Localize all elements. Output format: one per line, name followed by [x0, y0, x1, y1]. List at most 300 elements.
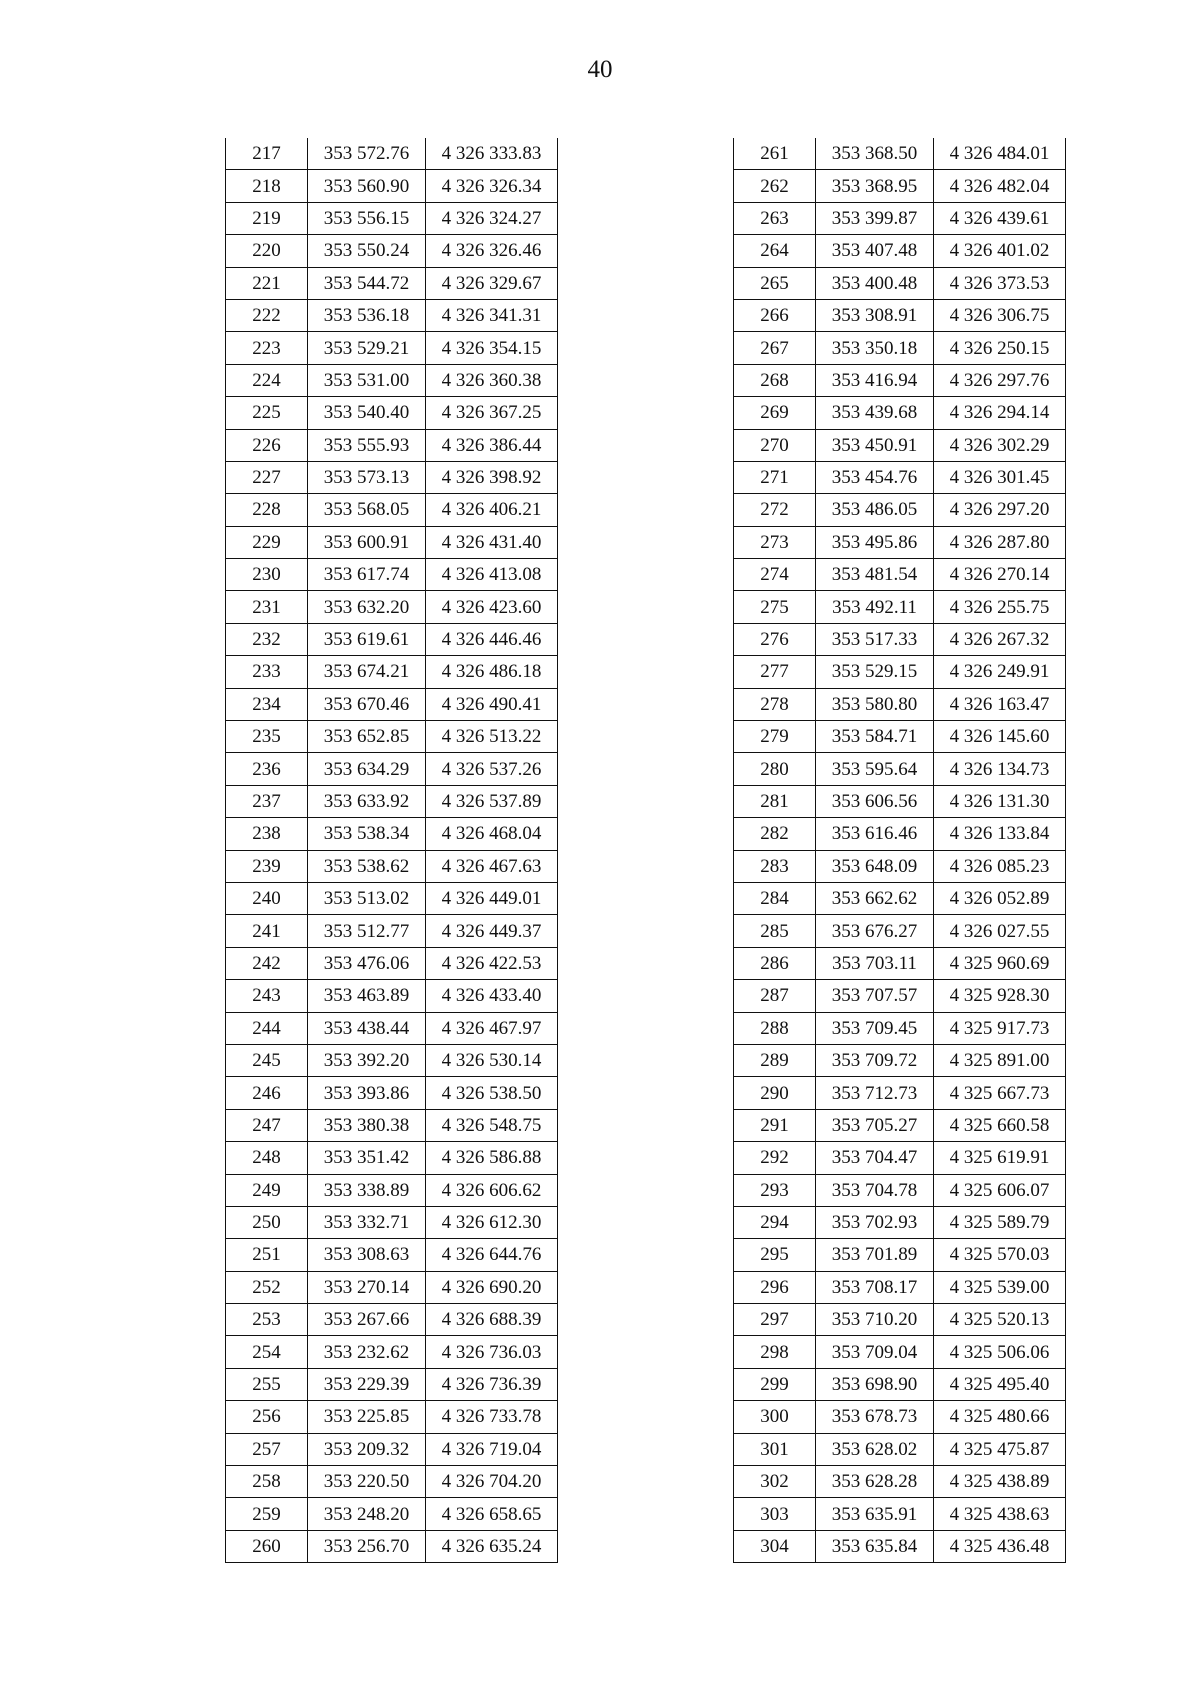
- x-coordinate-cell: 353 556.15: [308, 202, 426, 234]
- y-coordinate-cell: 4 326 433.40: [426, 980, 558, 1012]
- table-row: [226, 1239, 558, 1271]
- x-coordinate-cell: 353 393.86: [308, 1077, 426, 1109]
- x-coordinate-cell: 353 512.77: [308, 915, 426, 947]
- y-coordinate-cell: 4 326 297.20: [934, 494, 1066, 526]
- table-row: [734, 721, 1066, 753]
- point-number-cell: 275: [734, 591, 816, 623]
- point-number-cell: 291: [734, 1109, 816, 1141]
- x-coordinate-cell: 353 584.71: [816, 721, 934, 753]
- page-number: 40: [587, 56, 613, 83]
- point-number-cell: 238: [226, 818, 308, 850]
- x-coordinate-cell: 353 209.32: [308, 1433, 426, 1465]
- table-row: [734, 882, 1066, 914]
- y-coordinate-cell: 4 326 302.29: [934, 429, 1066, 461]
- table-row: [734, 1271, 1066, 1303]
- point-number-cell: 245: [226, 1044, 308, 1076]
- x-coordinate-cell: 353 529.21: [308, 332, 426, 364]
- point-number-cell: 276: [734, 623, 816, 655]
- table-row: [734, 591, 1066, 623]
- x-coordinate-cell: 353 308.91: [816, 299, 934, 331]
- point-number-cell: 288: [734, 1012, 816, 1044]
- point-number-cell: 304: [734, 1530, 816, 1562]
- point-number-cell: 271: [734, 461, 816, 493]
- y-coordinate-cell: 4 325 619.91: [934, 1142, 1066, 1174]
- y-coordinate-cell: 4 326 513.22: [426, 721, 558, 753]
- y-coordinate-cell: 4 326 486.18: [426, 656, 558, 688]
- y-coordinate-cell: 4 326 398.92: [426, 461, 558, 493]
- y-coordinate-cell: 4 326 449.37: [426, 915, 558, 947]
- table-row: [734, 397, 1066, 429]
- y-coordinate-cell: 4 326 249.91: [934, 656, 1066, 688]
- point-number-cell: 261: [734, 138, 816, 170]
- table-row: [734, 1109, 1066, 1141]
- table-row: [226, 980, 558, 1012]
- y-coordinate-cell: 4 326 163.47: [934, 688, 1066, 720]
- table-row: [734, 850, 1066, 882]
- table-row: [734, 559, 1066, 591]
- point-number-cell: 231: [226, 591, 308, 623]
- y-coordinate-cell: 4 326 333.83: [426, 138, 558, 170]
- y-coordinate-cell: 4 326 250.15: [934, 332, 1066, 364]
- table-row: [734, 1368, 1066, 1400]
- point-number-cell: 222: [226, 299, 308, 331]
- y-coordinate-cell: 4 325 589.79: [934, 1206, 1066, 1238]
- x-coordinate-cell: 353 710.20: [816, 1304, 934, 1336]
- x-coordinate-cell: 353 380.38: [308, 1109, 426, 1141]
- coordinates-table-left: [225, 138, 558, 1563]
- point-number-cell: 225: [226, 397, 308, 429]
- y-coordinate-cell: 4 325 506.06: [934, 1336, 1066, 1368]
- table-row: [734, 1336, 1066, 1368]
- y-coordinate-cell: 4 325 667.73: [934, 1077, 1066, 1109]
- y-coordinate-cell: 4 326 297.76: [934, 364, 1066, 396]
- x-coordinate-cell: 353 678.73: [816, 1401, 934, 1433]
- point-number-cell: 302: [734, 1466, 816, 1498]
- point-number-cell: 298: [734, 1336, 816, 1368]
- point-number-cell: 273: [734, 526, 816, 558]
- point-number-cell: 263: [734, 202, 816, 234]
- x-coordinate-cell: 353 704.47: [816, 1142, 934, 1174]
- point-number-cell: 299: [734, 1368, 816, 1400]
- table-row: [226, 947, 558, 979]
- table-row: [226, 915, 558, 947]
- point-number-cell: 217: [226, 138, 308, 170]
- y-coordinate-cell: 4 326 658.65: [426, 1498, 558, 1530]
- point-number-cell: 285: [734, 915, 816, 947]
- point-number-cell: 236: [226, 753, 308, 785]
- y-coordinate-cell: 4 326 644.76: [426, 1239, 558, 1271]
- table-row: [734, 267, 1066, 299]
- y-coordinate-cell: 4 326 490.41: [426, 688, 558, 720]
- y-coordinate-cell: 4 326 530.14: [426, 1044, 558, 1076]
- table-row: [734, 1304, 1066, 1336]
- x-coordinate-cell: 353 531.00: [308, 364, 426, 396]
- table-row: [226, 753, 558, 785]
- point-number-cell: 282: [734, 818, 816, 850]
- x-coordinate-cell: 353 705.27: [816, 1109, 934, 1141]
- y-coordinate-cell: 4 326 360.38: [426, 364, 558, 396]
- point-number-cell: 266: [734, 299, 816, 331]
- y-coordinate-cell: 4 326 413.08: [426, 559, 558, 591]
- point-number-cell: 221: [226, 267, 308, 299]
- x-coordinate-cell: 353 332.71: [308, 1206, 426, 1238]
- x-coordinate-cell: 353 709.45: [816, 1012, 934, 1044]
- point-number-cell: 287: [734, 980, 816, 1012]
- y-coordinate-cell: 4 326 422.53: [426, 947, 558, 979]
- x-coordinate-cell: 353 704.78: [816, 1174, 934, 1206]
- table-row: [226, 1304, 558, 1336]
- point-number-cell: 253: [226, 1304, 308, 1336]
- table-row: [734, 299, 1066, 331]
- table-row: [734, 461, 1066, 493]
- point-number-cell: 278: [734, 688, 816, 720]
- x-coordinate-cell: 353 652.85: [308, 721, 426, 753]
- point-number-cell: 244: [226, 1012, 308, 1044]
- y-coordinate-cell: 4 326 267.32: [934, 623, 1066, 655]
- y-coordinate-cell: 4 325 660.58: [934, 1109, 1066, 1141]
- table-row: [226, 397, 558, 429]
- point-number-cell: 286: [734, 947, 816, 979]
- table-row: [734, 623, 1066, 655]
- point-number-cell: 234: [226, 688, 308, 720]
- table-row: [226, 1466, 558, 1498]
- table-row: [226, 138, 558, 170]
- table-row: [226, 1012, 558, 1044]
- table-row: [734, 202, 1066, 234]
- point-number-cell: 290: [734, 1077, 816, 1109]
- x-coordinate-cell: 353 595.64: [816, 753, 934, 785]
- x-coordinate-cell: 353 635.91: [816, 1498, 934, 1530]
- table-row: [226, 1530, 558, 1562]
- x-coordinate-cell: 353 662.62: [816, 882, 934, 914]
- point-number-cell: 283: [734, 850, 816, 882]
- y-coordinate-cell: 4 326 719.04: [426, 1433, 558, 1465]
- point-number-cell: 235: [226, 721, 308, 753]
- table-row: [226, 1077, 558, 1109]
- point-number-cell: 280: [734, 753, 816, 785]
- x-coordinate-cell: 353 463.89: [308, 980, 426, 1012]
- x-coordinate-cell: 353 232.62: [308, 1336, 426, 1368]
- y-coordinate-cell: 4 326 373.53: [934, 267, 1066, 299]
- x-coordinate-cell: 353 495.86: [816, 526, 934, 558]
- x-coordinate-cell: 353 529.15: [816, 656, 934, 688]
- x-coordinate-cell: 353 701.89: [816, 1239, 934, 1271]
- x-coordinate-cell: 353 368.50: [816, 138, 934, 170]
- y-coordinate-cell: 4 326 354.15: [426, 332, 558, 364]
- point-number-cell: 240: [226, 882, 308, 914]
- x-coordinate-cell: 353 707.57: [816, 980, 934, 1012]
- x-coordinate-cell: 353 229.39: [308, 1368, 426, 1400]
- point-number-cell: 233: [226, 656, 308, 688]
- x-coordinate-cell: 353 632.20: [308, 591, 426, 623]
- point-number-cell: 247: [226, 1109, 308, 1141]
- x-coordinate-cell: 353 438.44: [308, 1012, 426, 1044]
- point-number-cell: 237: [226, 785, 308, 817]
- y-coordinate-cell: 4 326 134.73: [934, 753, 1066, 785]
- point-number-cell: 300: [734, 1401, 816, 1433]
- table-row: [734, 138, 1066, 170]
- y-coordinate-cell: 4 326 733.78: [426, 1401, 558, 1433]
- table-row: [226, 267, 558, 299]
- point-number-cell: 279: [734, 721, 816, 753]
- y-coordinate-cell: 4 325 960.69: [934, 947, 1066, 979]
- coordinates-table-body: [226, 138, 558, 1563]
- table-row: [734, 1077, 1066, 1109]
- y-coordinate-cell: 4 325 606.07: [934, 1174, 1066, 1206]
- table-row: [734, 1142, 1066, 1174]
- table-row: [226, 526, 558, 558]
- y-coordinate-cell: 4 326 736.39: [426, 1368, 558, 1400]
- y-coordinate-cell: 4 326 329.67: [426, 267, 558, 299]
- y-coordinate-cell: 4 326 131.30: [934, 785, 1066, 817]
- point-number-cell: 251: [226, 1239, 308, 1271]
- y-coordinate-cell: 4 326 704.20: [426, 1466, 558, 1498]
- y-coordinate-cell: 4 326 468.04: [426, 818, 558, 850]
- point-number-cell: 252: [226, 1271, 308, 1303]
- y-coordinate-cell: 4 325 917.73: [934, 1012, 1066, 1044]
- y-coordinate-cell: 4 326 406.21: [426, 494, 558, 526]
- y-coordinate-cell: 4 326 341.31: [426, 299, 558, 331]
- table-row: [226, 623, 558, 655]
- x-coordinate-cell: 353 572.76: [308, 138, 426, 170]
- table-row: [226, 170, 558, 202]
- x-coordinate-cell: 353 538.62: [308, 850, 426, 882]
- table-row: [226, 364, 558, 396]
- y-coordinate-cell: 4 326 145.60: [934, 721, 1066, 753]
- point-number-cell: 262: [734, 170, 816, 202]
- y-coordinate-cell: 4 326 484.01: [934, 138, 1066, 170]
- x-coordinate-cell: 353 540.40: [308, 397, 426, 429]
- y-coordinate-cell: 4 326 586.88: [426, 1142, 558, 1174]
- x-coordinate-cell: 353 606.56: [816, 785, 934, 817]
- point-number-cell: 268: [734, 364, 816, 396]
- table-row: [734, 1530, 1066, 1562]
- y-coordinate-cell: 4 326 606.62: [426, 1174, 558, 1206]
- table-row: [734, 1206, 1066, 1238]
- point-number-cell: 265: [734, 267, 816, 299]
- point-number-cell: 241: [226, 915, 308, 947]
- point-number-cell: 250: [226, 1206, 308, 1238]
- table-row: [226, 1206, 558, 1238]
- table-row: [734, 526, 1066, 558]
- x-coordinate-cell: 353 634.29: [308, 753, 426, 785]
- table-row: [734, 753, 1066, 785]
- point-number-cell: 232: [226, 623, 308, 655]
- point-number-cell: 242: [226, 947, 308, 979]
- table-row: [226, 882, 558, 914]
- table-row: [734, 1174, 1066, 1206]
- y-coordinate-cell: 4 326 306.75: [934, 299, 1066, 331]
- x-coordinate-cell: 353 267.66: [308, 1304, 426, 1336]
- y-coordinate-cell: 4 326 548.75: [426, 1109, 558, 1141]
- table-row: [226, 1142, 558, 1174]
- x-coordinate-cell: 353 580.80: [816, 688, 934, 720]
- point-number-cell: 289: [734, 1044, 816, 1076]
- point-number-cell: 229: [226, 526, 308, 558]
- x-coordinate-cell: 353 702.93: [816, 1206, 934, 1238]
- x-coordinate-cell: 353 635.84: [816, 1530, 934, 1562]
- point-number-cell: 219: [226, 202, 308, 234]
- x-coordinate-cell: 353 619.61: [308, 623, 426, 655]
- point-number-cell: 257: [226, 1433, 308, 1465]
- point-number-cell: 292: [734, 1142, 816, 1174]
- x-coordinate-cell: 353 220.50: [308, 1466, 426, 1498]
- x-coordinate-cell: 353 670.46: [308, 688, 426, 720]
- x-coordinate-cell: 353 536.18: [308, 299, 426, 331]
- table-row: [226, 1368, 558, 1400]
- y-coordinate-cell: 4 326 688.39: [426, 1304, 558, 1336]
- point-number-cell: 254: [226, 1336, 308, 1368]
- point-number-cell: 269: [734, 397, 816, 429]
- point-number-cell: 274: [734, 559, 816, 591]
- y-coordinate-cell: 4 326 324.27: [426, 202, 558, 234]
- x-coordinate-cell: 353 308.63: [308, 1239, 426, 1271]
- table-row: [734, 1401, 1066, 1433]
- table-row: [226, 1498, 558, 1530]
- y-coordinate-cell: 4 326 085.23: [934, 850, 1066, 882]
- x-coordinate-cell: 353 628.28: [816, 1466, 934, 1498]
- point-number-cell: 259: [226, 1498, 308, 1530]
- y-coordinate-cell: 4 326 287.80: [934, 526, 1066, 558]
- point-number-cell: 293: [734, 1174, 816, 1206]
- point-number-cell: 228: [226, 494, 308, 526]
- x-coordinate-cell: 353 256.70: [308, 1530, 426, 1562]
- x-coordinate-cell: 353 560.90: [308, 170, 426, 202]
- x-coordinate-cell: 353 674.21: [308, 656, 426, 688]
- table-row: [226, 1271, 558, 1303]
- y-coordinate-cell: 4 326 482.04: [934, 170, 1066, 202]
- y-coordinate-cell: 4 325 539.00: [934, 1271, 1066, 1303]
- table-row: [226, 332, 558, 364]
- point-number-cell: 223: [226, 332, 308, 364]
- table-row: [734, 818, 1066, 850]
- table-row: [226, 461, 558, 493]
- point-number-cell: 294: [734, 1206, 816, 1238]
- y-coordinate-cell: 4 325 928.30: [934, 980, 1066, 1012]
- x-coordinate-cell: 353 709.04: [816, 1336, 934, 1368]
- y-coordinate-cell: 4 326 467.63: [426, 850, 558, 882]
- x-coordinate-cell: 353 703.11: [816, 947, 934, 979]
- point-number-cell: 284: [734, 882, 816, 914]
- x-coordinate-cell: 353 573.13: [308, 461, 426, 493]
- y-coordinate-cell: 4 326 052.89: [934, 882, 1066, 914]
- point-number-cell: 256: [226, 1401, 308, 1433]
- y-coordinate-cell: 4 326 294.14: [934, 397, 1066, 429]
- x-coordinate-cell: 353 538.34: [308, 818, 426, 850]
- x-coordinate-cell: 353 708.17: [816, 1271, 934, 1303]
- table-row: [734, 1239, 1066, 1271]
- table-row: [226, 656, 558, 688]
- table-row: [226, 235, 558, 267]
- x-coordinate-cell: 353 698.90: [816, 1368, 934, 1400]
- point-number-cell: 277: [734, 656, 816, 688]
- point-number-cell: 224: [226, 364, 308, 396]
- y-coordinate-cell: 4 326 270.14: [934, 559, 1066, 591]
- point-number-cell: 303: [734, 1498, 816, 1530]
- y-coordinate-cell: 4 326 635.24: [426, 1530, 558, 1562]
- table-row: [226, 1174, 558, 1206]
- y-coordinate-cell: 4 326 301.45: [934, 461, 1066, 493]
- x-coordinate-cell: 353 616.46: [816, 818, 934, 850]
- point-number-cell: 249: [226, 1174, 308, 1206]
- y-coordinate-cell: 4 326 446.46: [426, 623, 558, 655]
- x-coordinate-cell: 353 513.02: [308, 882, 426, 914]
- y-coordinate-cell: 4 325 570.03: [934, 1239, 1066, 1271]
- y-coordinate-cell: 4 326 133.84: [934, 818, 1066, 850]
- x-coordinate-cell: 353 400.48: [816, 267, 934, 299]
- point-number-cell: 264: [734, 235, 816, 267]
- table-row: [226, 721, 558, 753]
- x-coordinate-cell: 353 517.33: [816, 623, 934, 655]
- table-row: [734, 364, 1066, 396]
- x-coordinate-cell: 353 628.02: [816, 1433, 934, 1465]
- table-row: [734, 170, 1066, 202]
- point-number-cell: 248: [226, 1142, 308, 1174]
- point-number-cell: 295: [734, 1239, 816, 1271]
- y-coordinate-cell: 4 326 467.97: [426, 1012, 558, 1044]
- table-row: [734, 785, 1066, 817]
- y-coordinate-cell: 4 326 027.55: [934, 915, 1066, 947]
- y-coordinate-cell: 4 326 431.40: [426, 526, 558, 558]
- y-coordinate-cell: 4 325 495.40: [934, 1368, 1066, 1400]
- x-coordinate-cell: 353 481.54: [816, 559, 934, 591]
- point-number-cell: 227: [226, 461, 308, 493]
- y-coordinate-cell: 4 326 401.02: [934, 235, 1066, 267]
- x-coordinate-cell: 353 709.72: [816, 1044, 934, 1076]
- y-coordinate-cell: 4 326 255.75: [934, 591, 1066, 623]
- x-coordinate-cell: 353 712.73: [816, 1077, 934, 1109]
- x-coordinate-cell: 353 407.48: [816, 235, 934, 267]
- table-row: [226, 785, 558, 817]
- point-number-cell: 296: [734, 1271, 816, 1303]
- y-coordinate-cell: 4 325 438.63: [934, 1498, 1066, 1530]
- y-coordinate-cell: 4 325 475.87: [934, 1433, 1066, 1465]
- table-row: [734, 1498, 1066, 1530]
- point-number-cell: 267: [734, 332, 816, 364]
- y-coordinate-cell: 4 325 480.66: [934, 1401, 1066, 1433]
- table-row: [734, 656, 1066, 688]
- table-row: [226, 1401, 558, 1433]
- table-row: [226, 1433, 558, 1465]
- table-row: [734, 980, 1066, 1012]
- point-number-cell: 258: [226, 1466, 308, 1498]
- point-number-cell: 255: [226, 1368, 308, 1400]
- table-row: [734, 429, 1066, 461]
- point-number-cell: 270: [734, 429, 816, 461]
- y-coordinate-cell: 4 326 439.61: [934, 202, 1066, 234]
- x-coordinate-cell: 353 399.87: [816, 202, 934, 234]
- table-row: [734, 1044, 1066, 1076]
- table-row: [734, 1466, 1066, 1498]
- x-coordinate-cell: 353 351.42: [308, 1142, 426, 1174]
- y-coordinate-cell: 4 326 537.89: [426, 785, 558, 817]
- y-coordinate-cell: 4 325 438.89: [934, 1466, 1066, 1498]
- x-coordinate-cell: 353 248.20: [308, 1498, 426, 1530]
- y-coordinate-cell: 4 325 891.00: [934, 1044, 1066, 1076]
- table-row: [734, 1433, 1066, 1465]
- point-number-cell: 281: [734, 785, 816, 817]
- x-coordinate-cell: 353 555.93: [308, 429, 426, 461]
- x-coordinate-cell: 353 439.68: [816, 397, 934, 429]
- table-row: [226, 591, 558, 623]
- x-coordinate-cell: 353 450.91: [816, 429, 934, 461]
- x-coordinate-cell: 353 648.09: [816, 850, 934, 882]
- table-row: [734, 494, 1066, 526]
- table-row: [734, 332, 1066, 364]
- table-row: [734, 915, 1066, 947]
- y-coordinate-cell: 4 326 736.03: [426, 1336, 558, 1368]
- x-coordinate-cell: 353 416.94: [816, 364, 934, 396]
